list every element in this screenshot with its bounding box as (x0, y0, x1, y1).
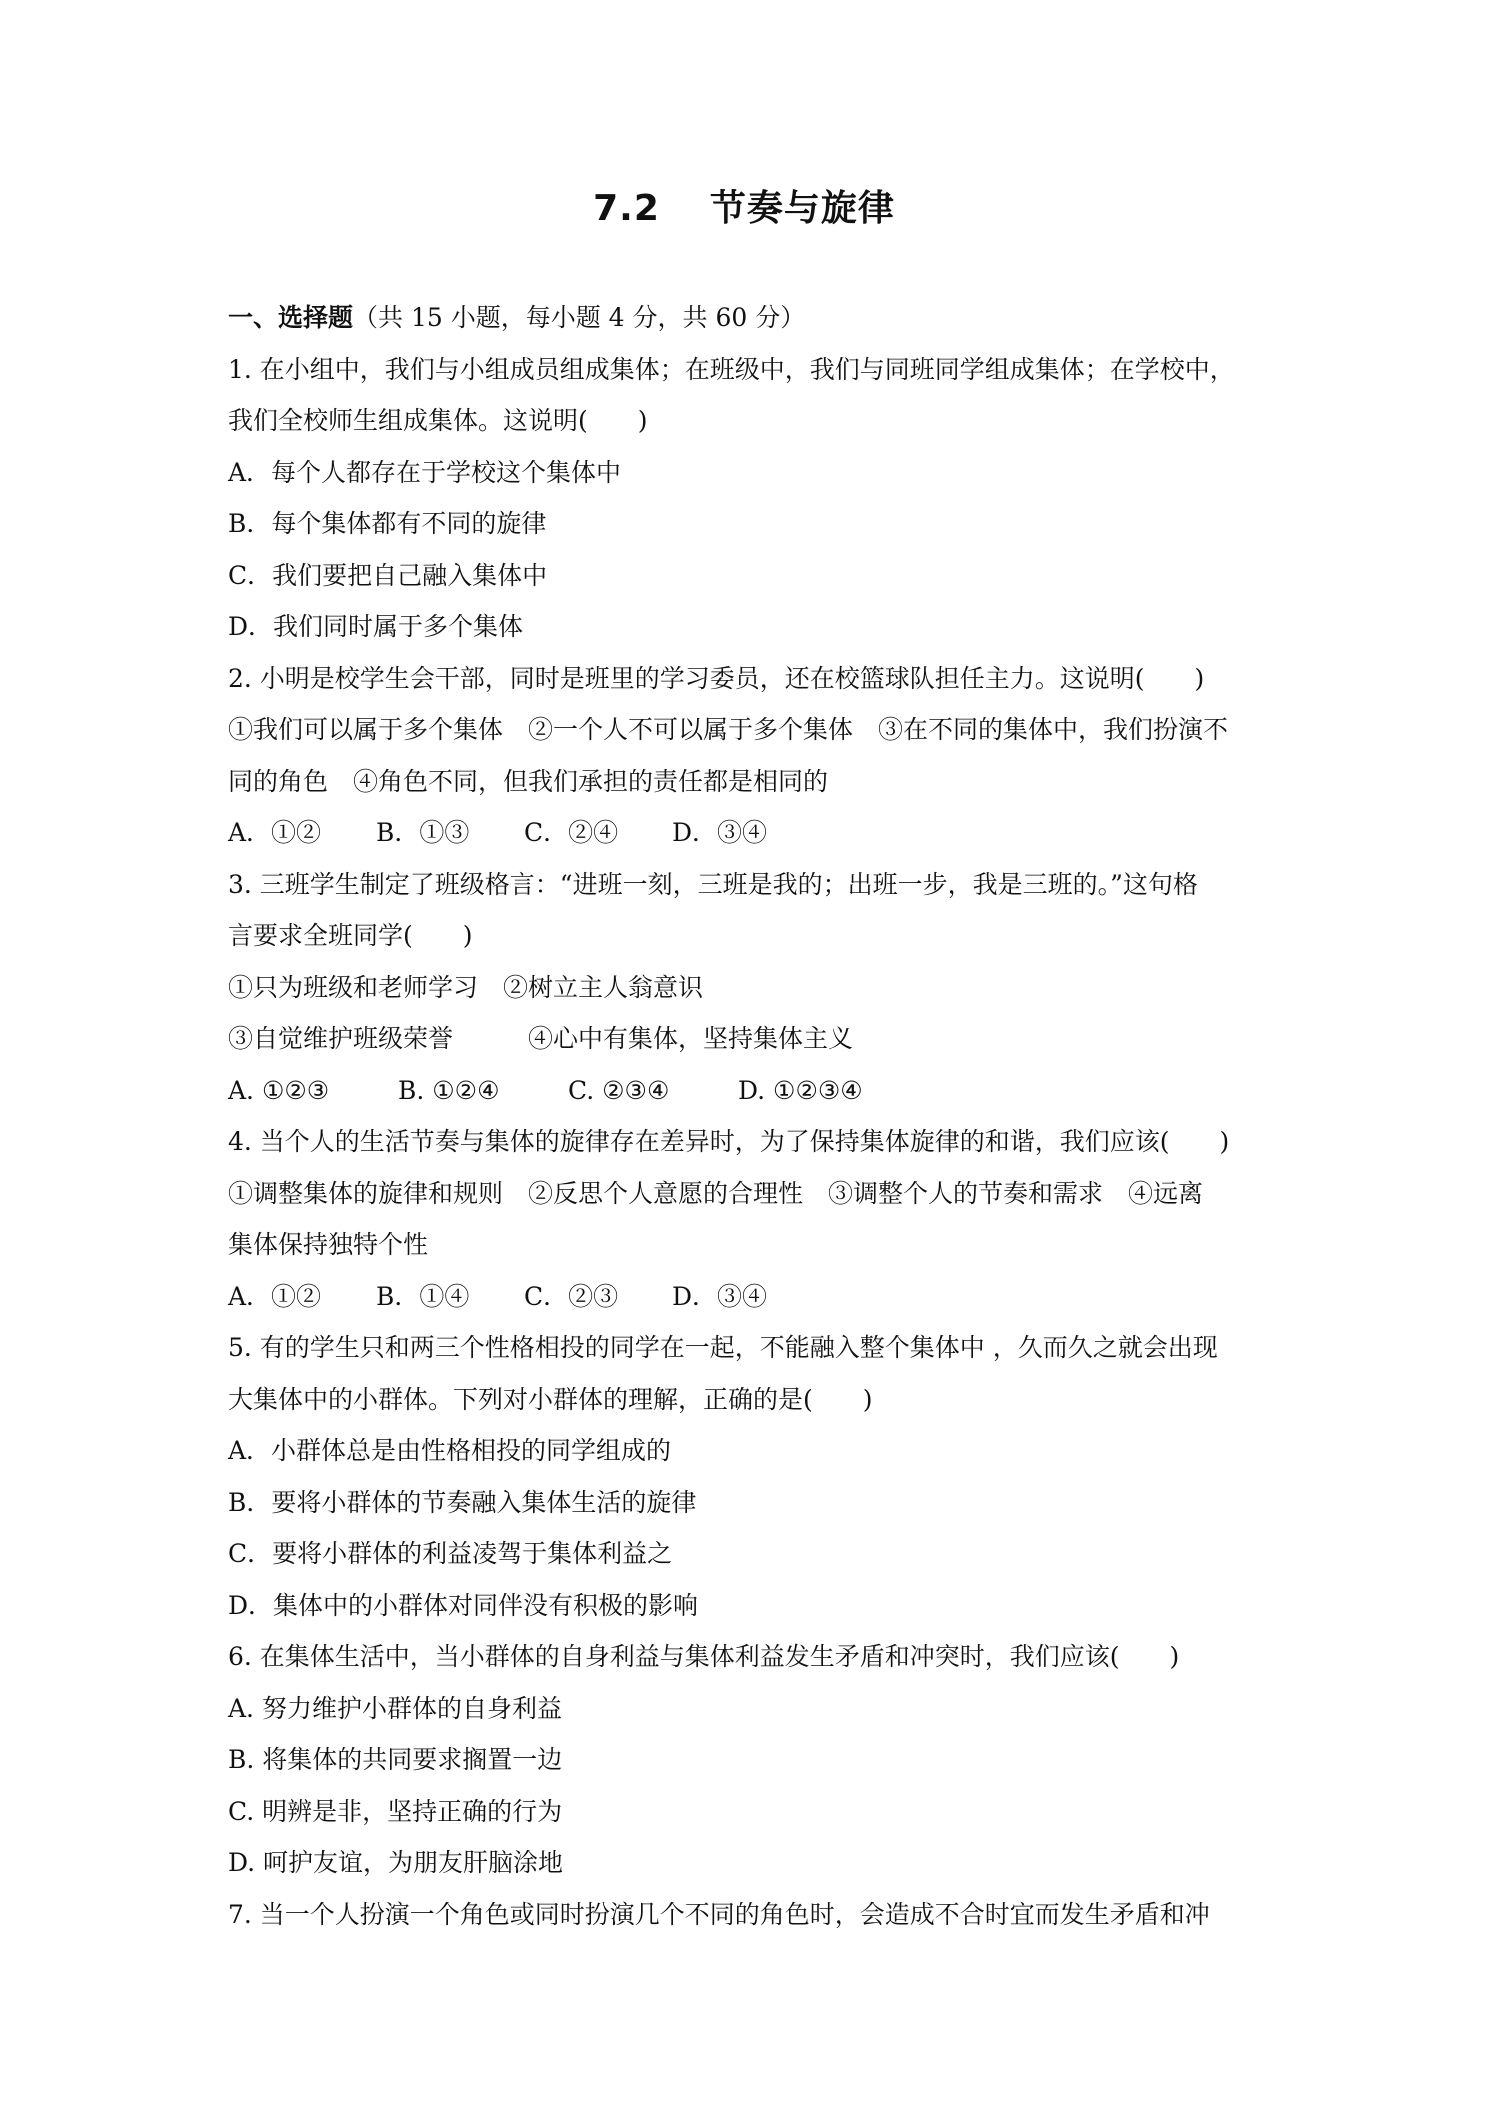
question-5-option-d: D．集体中的小群体对同伴没有积极的影响 (228, 1590, 699, 1620)
question-3-items-cont: ③自觉维护班级荣誉 ④心中有集体，坚持集体主义 (228, 1024, 854, 1053)
option-a: A．①② (228, 1281, 322, 1311)
question-5-stem: 5. 有的学生只和两三个性格相投的同学在一起，不能融入整个集体中 ，久而久之就会出现 (228, 1333, 1218, 1362)
option-a: A．①② (228, 818, 322, 847)
question-5-option-b: B．要将小群体的节奏融入集体生活的旋律 (228, 1487, 697, 1517)
option-a: A. ①②③ (228, 1075, 330, 1105)
question-3-items: ①只为班级和老师学习 ②树立主人翁意识 (228, 972, 704, 1002)
question-4-items: ①调整集体的旋律和规则 ②反思个人意愿的合理性 ③调整个人的节奏和需求 ④远离 (228, 1178, 1204, 1208)
option-b: B．①④ (376, 1281, 470, 1311)
option-c: C．②③ (524, 1281, 619, 1311)
question-2-stem: 2. 小明是校学生会干部，同时是班里的学习委员，还在校篮球队担任主力。这说明( ) (228, 663, 1205, 693)
question-4-items-cont: 集体保持独特个性 (228, 1230, 429, 1259)
question-1-option-b: B．每个集体都有不同的旋律 (228, 509, 547, 538)
question-6-option-a: A. 努力维护小群体的自身利益 (228, 1693, 562, 1723)
option-c: C．②④ (524, 818, 619, 847)
question-5-option-c: C．要将小群体的利益凌驾于集体利益之 (228, 1539, 673, 1568)
question-3-stem: 3. 三班学生制定了班级格言：“进班一刻，三班是我的；出班一步，我是三班的。”这句格 (228, 869, 1198, 899)
option-b: B．①③ (376, 818, 470, 847)
question-2-items: ①我们可以属于多个集体 ②一个人不可以属于多个集体 ③在不同的集体中，我们扮演不 (228, 715, 1229, 744)
question-1-option-c: C．我们要把自己融入集体中 (228, 560, 548, 590)
question-3-options (228, 1065, 1278, 1117)
question-5-option-a: A．小群体总是由性格相投的同学组成的 (228, 1436, 672, 1465)
question-6-stem: 6. 在集体生活中，当小群体的自身利益与集体利益发生矛盾和冲突时，我们应该( ) (228, 1642, 1180, 1671)
question-6-option-b: B. 将集体的共同要求搁置一边 (228, 1745, 563, 1774)
option-d: D．③④ (672, 818, 768, 847)
question-6-option-d: D. 呵护友谊，为朋友肝脑涂地 (228, 1848, 564, 1877)
option-d: D．③④ (672, 1281, 768, 1311)
section-note: （共 15 小题，每小题 4 分，共 60 分） (353, 303, 806, 332)
option-d: D. ①②③④ (738, 1075, 863, 1105)
question-1-stem-cont: 我们全校师生组成集体。这说明( ) (228, 406, 648, 435)
question-2-items-cont: 同的角色 ④角色不同，但我们承担的责任都是相同的 (228, 766, 829, 796)
question-5-stem-cont: 大集体中的小群体。下列对小群体的理解，正确的是( ) (228, 1384, 873, 1414)
question-4-stem: 4. 当个人的生活节奏与集体的旋律存在差异时，为了保持集体旋律的和谐，我们应该( ) (228, 1127, 1230, 1156)
question-6-option-c: C. 明辨是非，坚持正确的行为 (228, 1796, 563, 1826)
option-c: C. ②③④ (568, 1075, 670, 1105)
question-7-stem: 7. 当一个人扮演一个角色或同时扮演几个不同的角色时，会造成不合时宜而发生矛盾和冲 (228, 1899, 1210, 1929)
option-b: B. ①②④ (398, 1075, 500, 1105)
title-text: 节奏与旋律 (709, 188, 895, 229)
question-3-stem-cont: 言要求全班同学( ) (228, 921, 473, 950)
question-2-options (228, 807, 1278, 859)
question-1-option-a: A．每个人都存在于学校这个集体中 (228, 457, 622, 487)
question-4-options (228, 1271, 1278, 1323)
question-body (228, 292, 1278, 1940)
question-1-option-d: D．我们同时属于多个集体 (228, 612, 524, 641)
section-heading (228, 292, 1278, 344)
section-label: 一、选择题 (228, 303, 354, 332)
question-1-stem: 1. 在小组中，我们与小组成员组成集体；在班级中，我们与同班同学组成集体；在学校中， (228, 354, 1235, 384)
page-title (0, 180, 1488, 231)
section-number: 7.2 (593, 188, 660, 229)
